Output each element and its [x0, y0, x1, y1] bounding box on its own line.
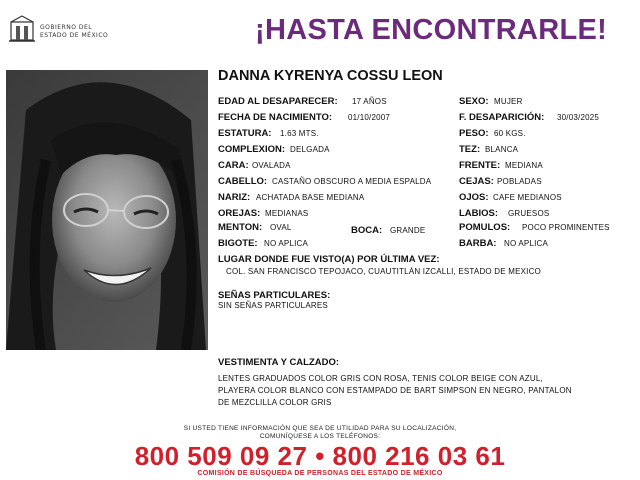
sexo-value: MUJER [494, 97, 523, 106]
menton-label: MENTON: [218, 222, 263, 233]
frente-value: MEDIANA [505, 161, 543, 170]
desaparicion-value: 30/03/2025 [557, 113, 600, 122]
clothing-label: VESTIMENTA Y CALZADO: [218, 357, 340, 368]
missing-person-photo [6, 70, 208, 350]
estatura-value: 1.63 MTS. [280, 129, 319, 138]
peso-value: 60 KGS. [494, 129, 526, 138]
marks-value: SIN SEÑAS PARTICULARES [218, 301, 328, 310]
government-logo [8, 14, 118, 44]
labios-value: GRUESOS [508, 209, 550, 218]
gov-name-line2: ESTADO DE MÉXICO [40, 32, 109, 39]
gov-name-line1: GOBIERNO DEL [40, 24, 93, 31]
menton-value: OVAL [270, 223, 292, 232]
nacimiento-label: FECHA DE NACIMIENTO: [218, 112, 332, 123]
complexion-label: COMPLEXION: [218, 144, 286, 155]
ojos-label: OJOS: [459, 192, 489, 203]
cejas-value: POBLADAS [497, 177, 542, 186]
clothing-line-1: LENTES GRADUADOS COLOR GRIS CON ROSA, TENIS COLOR BEIGE CON AZUL, [218, 374, 543, 383]
barba-label: BARBA: [459, 238, 497, 249]
edad-value: 17 AÑOS [352, 97, 387, 106]
bigote-label: BIGOTE: [218, 238, 258, 249]
frente-label: FRENTE: [459, 160, 501, 171]
contact-note-line1: SI USTED TIENE INFORMACIÓN QUE SEA DE UTILIDAD PARA SU LOCALIZACIÓN, [183, 425, 457, 432]
boca-value: GRANDE [390, 226, 426, 235]
barba-value: NO APLICA [504, 239, 549, 248]
estatura-label: ESTATURA: [218, 128, 272, 139]
cabello-label: CABELLO: [218, 176, 268, 187]
nariz-label: NARIZ: [218, 192, 251, 203]
complexion-value: DELGADA [290, 145, 330, 154]
pomulos-label: POMULOS: [459, 222, 511, 233]
nacimiento-value: 01/10/2007 [348, 113, 391, 122]
marks-label: SEÑAS PARTICULARES: [218, 290, 331, 301]
desaparicion-label: F. DESAPARICIÓN: [459, 112, 545, 123]
orejas-value: MEDIANAS [265, 209, 309, 218]
peso-label: PESO: [459, 128, 489, 139]
last-seen-label: LUGAR DONDE FUE VISTO(A) POR ÚLTIMA VEZ: [218, 254, 440, 265]
bigote-value: NO APLICA [264, 239, 309, 248]
sexo-label: SEXO: [459, 96, 489, 107]
contact-note [0, 425, 640, 441]
tez-value: BLANCA [485, 145, 519, 154]
person-name: DANNA KYRENYA COSSU LEON [218, 68, 443, 84]
cabello-value: CASTAÑO OBSCURO A MEDIA ESPALDA [272, 177, 432, 186]
edad-label: EDAD AL DESAPARECER: [218, 96, 338, 107]
commission-name: COMISIÓN DE BÚSQUEDA DE PERSONAS DEL ESTADO DE MÉXICO [197, 470, 443, 477]
orejas-label: OREJAS: [218, 208, 261, 219]
clothing-line-3: DE MEZCLILLA COLOR GRIS [218, 398, 332, 407]
last-seen-value: COL. SAN FRANCISCO TEPOJACO, CUAUTITLÁN IZCALLI, ESTADO DE MEXICO [226, 267, 541, 276]
cara-label: CARA: [218, 160, 249, 171]
labios-label: LABIOS: [459, 208, 499, 219]
clothing-line-2: PLAYERA COLOR BLANCO CON ESTAMPADO DE BART SIMPSON EN NEGRO, PANTALON [218, 386, 572, 395]
page-title: ¡HASTA ENCONTRARLE! [255, 14, 608, 46]
pomulos-value: POCO PROMINENTES [522, 223, 610, 232]
state-emblem-icon [8, 14, 36, 44]
ojos-value: CAFE MEDIANOS [493, 193, 562, 202]
phone-numbers: 800 509 09 27 • 800 216 03 61 [134, 441, 506, 471]
cejas-label: CEJAS: [459, 176, 494, 187]
contact-note-line2: COMUNÍQUESE A LOS TELÉFONOS: [259, 433, 381, 440]
tez-label: TEZ: [459, 144, 481, 155]
cara-value: OVALADA [252, 161, 291, 170]
nariz-value: ACHATADA BASE MEDIANA [256, 193, 365, 202]
boca-label: BOCA: [351, 225, 383, 236]
